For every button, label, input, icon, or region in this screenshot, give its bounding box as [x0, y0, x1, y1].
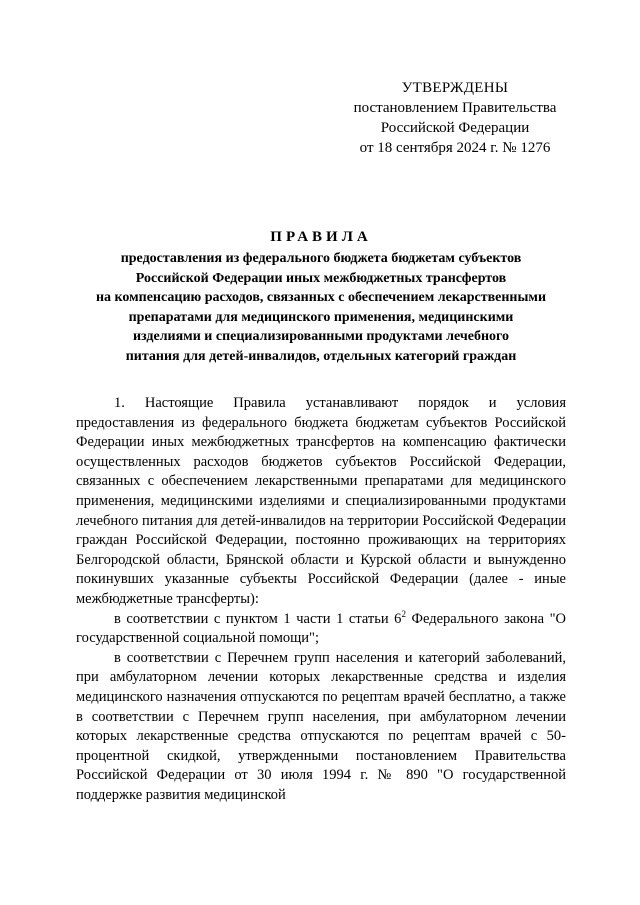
- approval-stamp: [330, 78, 580, 158]
- paragraph-2: [76, 610, 566, 649]
- subtitle-line: питания для детей-инвалидов, отдельных категорий граждан: [125, 348, 517, 364]
- document-subtitle: [76, 249, 566, 366]
- subtitle-line: на компенсацию расходов, связанных с обеспечением лекарственными: [95, 290, 547, 305]
- document-body: [76, 394, 566, 805]
- superscript: 2: [401, 608, 406, 619]
- paragraph-2-text-end: Федерального закона "О государственной социальной помощи";: [76, 610, 566, 647]
- approval-line-2: Российской Федерации: [380, 120, 530, 136]
- paragraph-2-text: в соответствии с пунктом 1 части 1 статьи 6: [114, 610, 402, 627]
- approval-line-1: постановлением Правительства: [353, 100, 557, 116]
- subtitle-line: изделиями и специализированными продуктами лечебного: [132, 329, 510, 344]
- subtitle-line: предоставления из федерального бюджета бюджетам субъектов: [120, 251, 522, 266]
- approval-line-3: от 18 сентября 2024 г. № 1276: [359, 140, 551, 156]
- approval-heading: УТВЕРЖДЕНЫ: [401, 80, 509, 96]
- subtitle-line: Российской Федерации иных межбюджетных трансфертов: [135, 270, 507, 286]
- document-title: ПРАВИЛА: [270, 229, 372, 245]
- subtitle-line: препаратами для медицинского применения, медицинскими: [128, 309, 514, 325]
- paragraph-3: в соответствии с Перечнем групп населения и категорий заболеваний, при амбулаторном лечении которых лекарственные средства и изделия медицинского назначения отпускаются по рецептам врачей бесплатно, а также в соответствии с Перечнем групп населения, при амбулаторном лечении которых лекарственные средства отпускаются по рецептам врачей с 50-процентной скидкой, утвержденными постановлением Правительства Российской Федерации от 30 июля 1994 г. № 890 "О государственной поддержке развития медицинской: [76, 649, 566, 803]
- paragraph-1: 1. Настоящие Правила устанавливают порядок и условия предоставления из федерального бюджета бюджетам субъектов Российской Федерации иных межбюджетных трансфертов на компенсацию фактически осуществленных расходов бюджетов субъектов Российской Федерации, связанных с обеспечением лекарственными препаратами для медицинского применения, медицинскими изделиями и специализированными продуктами лечебного питания для детей-инвалидов на территории Российской Федерации граждан Российской Федерации, постоянно проживающих на территориях Белгородской области, Брянской области и Курской области и вынужденно покинувших указанные субъекты Российской Федерации (далее - иные межбюджетные трансферты):: [76, 395, 566, 607]
